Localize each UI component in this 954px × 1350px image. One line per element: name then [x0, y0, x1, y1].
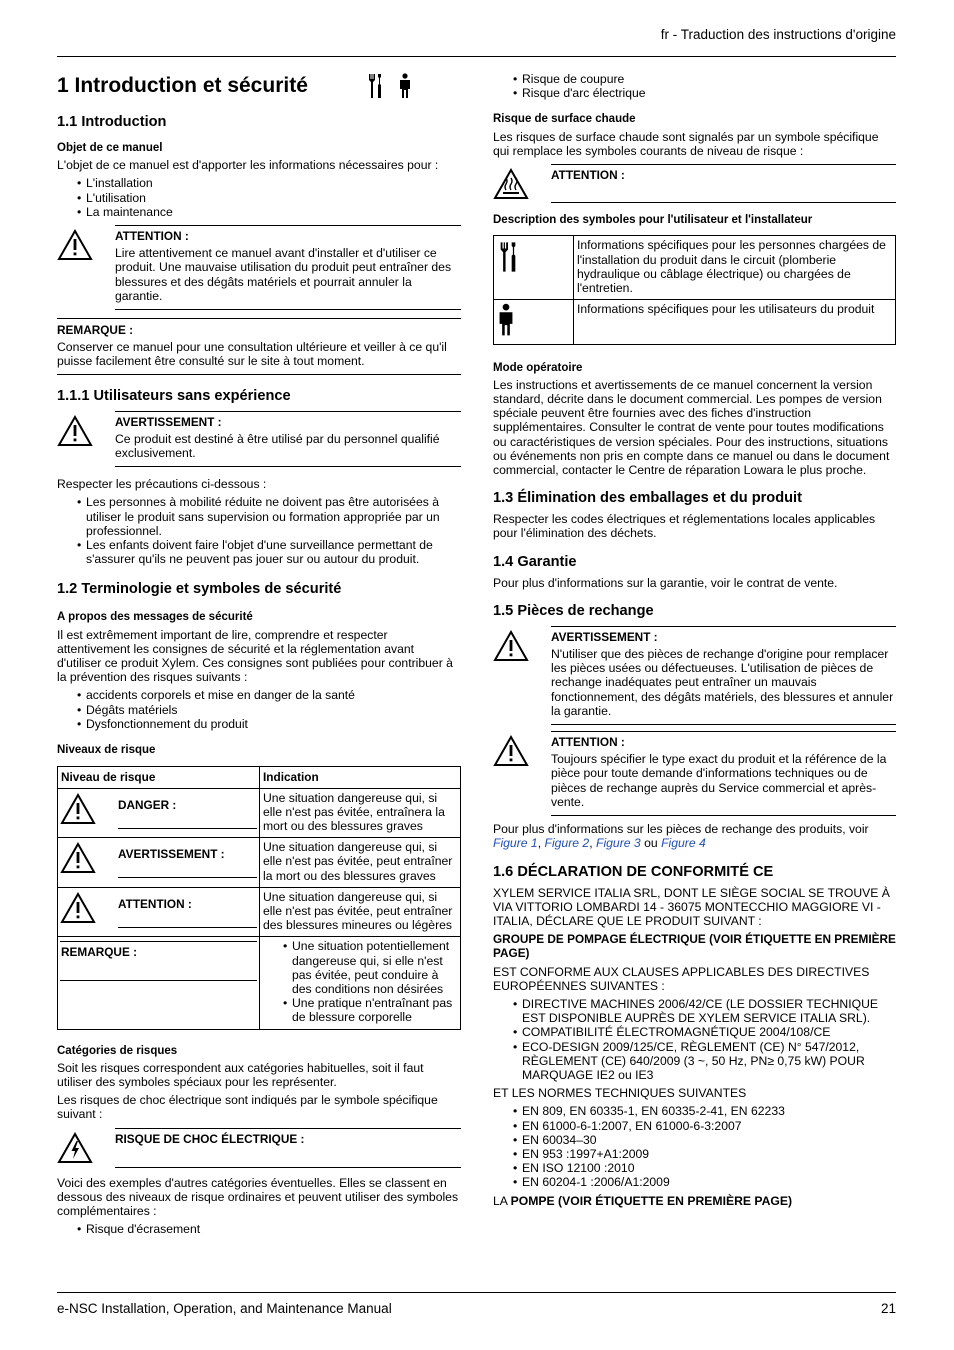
avertissement-text: Ce produit est destiné à être utilisé par du personnel qualifié exclusivement.: [115, 431, 440, 461]
risk-indication: Une situation dangereuse qui, si elle n'est pas évitée, peut entraîner des blessures mineures ou légères: [260, 887, 461, 937]
exemples-text: Voici des exemples d'autres catégories éventuelles. Elles se classent en dessous des niveaux de risque ordinaires et peuvent utiliser des symboles complémentaires :: [57, 1175, 459, 1218]
section-1-3-title: 1.3 Élimination des emballages et du produit: [493, 490, 802, 507]
section-1-6-title: 1.6 DÉCLARATION DE CONFORMITÉ CE: [493, 863, 774, 880]
list-item: • Dysfonctionnement du produit: [57, 717, 461, 731]
separator: ,: [589, 836, 593, 851]
objet-list: [57, 176, 461, 219]
hot-surface-icon: [493, 168, 529, 200]
risk-levels-table: [57, 766, 461, 1029]
table-row: [494, 236, 896, 300]
section-1-5-title: 1.5 Pièces de rechange: [493, 602, 654, 619]
chapter-icons: [366, 73, 412, 99]
table-header: Indication: [260, 767, 461, 788]
warning-triangle-icon: [60, 793, 96, 825]
attention-title: ATTENTION :: [115, 229, 189, 244]
list-item: • EN 61000-6-1:2007, EN 61000-6-3:2007: [493, 1119, 896, 1133]
categories-title: Catégories de risques: [57, 1044, 178, 1057]
user-icon: [497, 302, 515, 338]
section-1-4-text: Pour plus d'informations sur la garantie, voir le contrat de vente.: [493, 575, 838, 590]
remarque-title: REMARQUE :: [57, 323, 134, 338]
warning-triangle-icon: [60, 842, 96, 874]
symbol-description: Informations spécifiques pour les personnes chargées de l'installation du produit dans le circuit (plomberie hydraulique ou câblage électrique) ou chargées de l'entretien.: [574, 236, 896, 300]
tools-icon: [497, 240, 519, 274]
right-column: [493, 72, 896, 1212]
attention-title: ATTENTION :: [551, 168, 625, 183]
risk-label: REMARQUE :: [60, 941, 257, 981]
figure-2-link[interactable]: Figure 2: [544, 836, 590, 851]
symbols-table: [493, 235, 896, 344]
mode-text: Les instructions et avertissements de ce manuel concernent la version standard, décrite dans le document commercial. Les pompes de version spéciale peuvent être fournies avec des fiches d'instruction supplémentaires. Consulter le contrat de vente pour toutes modifications ou caractéristiques de version spéciales. Pour des instructions, situations ou événements non pris en compte dans ce manuel ou dans le document commercial, contacter le Centre de réparation Lowara le plus proche.: [493, 377, 890, 478]
list-item: • Les enfants doivent faire l'objet d'une surveillance permettant de s'assurer qu'ils ne peuvent pas jouer sur ou autour du produit.: [57, 538, 461, 566]
warning-triangle-icon: [493, 735, 529, 767]
declaration-text-5: [493, 1194, 896, 1208]
attention-notice: [493, 731, 896, 816]
symbols-desc-title: Description des symboles pour l'utilisateur et l'installateur: [493, 214, 813, 227]
section-1-2-title: 1.2 Terminologie et symboles de sécurité: [57, 581, 342, 598]
electric-shock-title: RISQUE DE CHOC ÉLECTRIQUE :: [115, 1131, 305, 1146]
list-item: • Les personnes à mobilité réduite ne doivent pas être autorisées à utiliser le produit sans supervision ou formation appropriée par un professionnel.: [57, 495, 461, 538]
list-item: • EN ISO 12100 :2010: [493, 1161, 896, 1175]
warning-triangle-icon: [57, 229, 93, 261]
attention-text: Lire attentivement ce manuel avant d'installer et d'utiliser ce produit. Une mauvaise utilisation du produit peut entraîner des blessures et des dégâts matériels et pourrait annuler la garantie.: [115, 246, 452, 303]
categories-text-2: Les risques de choc électrique sont indiqués par le symbole spécifique suivant :: [57, 1093, 438, 1122]
list-item: • Risque d'écrasement: [57, 1222, 461, 1236]
la-text: LA: [493, 1193, 508, 1208]
list-item: • DIRECTIVE MACHINES 2006/42/CE (LE DOSSIER TECHNIQUE EST DISPONIBLE AUPRÈS DE XYLEM SERVICE ITALIA SRL).: [493, 997, 896, 1025]
precautions-list: [57, 495, 461, 566]
section-1-4-title: 1.4 Garantie: [493, 553, 577, 570]
risk-label: DANGER :: [118, 793, 257, 829]
norms-list: [493, 1104, 896, 1189]
declaration-text-1: XYLEM SERVICE ITALIA SRL, DONT LE SIÈGE SOCIAL SE TROUVE À VIA VITTORIO LOMBARDI 14 - 36075 MONTECCHIO MAGGIORE VI - ITALIA, DÉCLARE QUE LE PRODUIT SUIVANT :: [493, 885, 890, 928]
pompe-text: POMPE (VOIR ÉTIQUETTE EN PREMIÈRE PAGE): [510, 1193, 793, 1208]
remarque-notice: [57, 318, 461, 375]
pieces-text: [493, 822, 896, 850]
figure-4-link[interactable]: Figure 4: [661, 836, 706, 851]
list-item: • Dégâts matériels: [57, 703, 461, 717]
list-item: • Risque d'arc électrique: [493, 86, 896, 100]
warning-triangle-icon: [57, 415, 93, 447]
section-1-1-title: 1.1 Introduction: [57, 114, 167, 130]
list-item: • L'utilisation: [57, 191, 461, 205]
apropos-list: [57, 688, 461, 731]
list-item: • Une pratique n'entraînant pas de blessure corporelle: [263, 996, 457, 1024]
apropos-title: A propos des messages de sécurité: [57, 611, 253, 624]
directives-list: [493, 997, 896, 1082]
declaration-text-3: EST CONFORME AUX CLAUSES APPLICABLES DES DIRECTIVES EUROPÉENNES SUIVANTES :: [493, 964, 870, 993]
risk-label: AVERTISSEMENT :: [118, 842, 257, 878]
declaration-text-4: ET LES NORMES TECHNIQUES SUIVANTES: [493, 1086, 747, 1101]
table-row: [494, 300, 896, 344]
continued-risk-list: [493, 72, 896, 100]
separator: ,: [537, 836, 542, 851]
table-row: [58, 887, 461, 937]
niveaux-title: Niveaux de risque: [57, 744, 156, 757]
electric-shock-notice: [57, 1128, 461, 1168]
avertissement-text: N'utiliser que des pièces de rechange d'origine pour remplacer les pièces usées ou défectueuses. L'utilisation de pièces de rechange inadéquates peut entraîner un mauvais fonctionnement, des dégâts matériels, des blessures et annuler la garantie.: [551, 647, 894, 718]
avertissement-title: AVERTISSEMENT :: [115, 414, 222, 429]
footer-rule: [57, 1292, 896, 1293]
list-item: • ECO-DESIGN 2009/125/CE, RÈGLEMENT (CE) N° 547/2012, RÈGLEMENT (CE) 640/2009 (3 ~, 50 Hz, PN≥ 0,75 kW) POUR MARQUAGE IE2 ou IE3: [493, 1040, 896, 1083]
objet-title: Objet de ce manuel: [57, 142, 163, 154]
list-item: • EN 60034–30: [493, 1133, 896, 1147]
risk-indication: Une situation dangereuse qui, si elle n'est pas évitée, peut entraîner la mort ou des blessures graves: [260, 838, 461, 888]
exemples-list: [57, 1222, 461, 1236]
page-header: fr - Traduction des instructions d'origine: [660, 27, 896, 42]
symbol-description: Informations spécifiques pour les utilisateurs du produit: [574, 300, 896, 344]
list-item: • Risque de coupure: [493, 72, 896, 86]
list-item: • COMPATIBILITÉ ÉLECTROMAGNÉTIQUE 2004/108/CE: [493, 1025, 896, 1039]
list-item: • accidents corporels et mise en danger de la santé: [57, 688, 461, 702]
declaration-text-2: GROUPE DE POMPAGE ÉLECTRIQUE (VOIR ÉTIQUETTE EN PREMIÈRE PAGE): [493, 932, 896, 961]
categories-text-1: Soit les risques correspondent aux catégories habituelles, soit il faut utiliser des symboles spéciaux pour les représenter.: [57, 1060, 424, 1089]
surface-text: Les risques de surface chaude sont signalés par un symbole spécifique qui remplace les symboles courants de niveau de risque :: [493, 129, 879, 158]
objet-text: L'objet de ce manuel est d'apporter les informations nécessaires pour :: [57, 158, 439, 173]
avertissement-notice: [493, 626, 896, 725]
list-item: • EN 953 :1997+A1:2009: [493, 1147, 896, 1161]
figure-1-link[interactable]: Figure 1: [493, 836, 538, 851]
left-column: [57, 70, 461, 1240]
remarque-text: Conserver ce manuel pour une consultation ultérieure et veiller à ce qu'il puisse facilement être consulté sur le site à tout moment.: [57, 340, 447, 369]
table-row: [58, 937, 461, 1029]
user-icon: [398, 73, 412, 99]
attention-text: Toujours spécifier le type exact du produit et la référence de la pièce pour toute demande d'informations techniques ou de pièces de rechange auprès du Service commercial et après-vente.: [551, 752, 887, 809]
separator: ou: [644, 836, 658, 851]
avertissement-notice: [57, 411, 461, 468]
table-row: [58, 788, 461, 838]
page-number: 21: [880, 1301, 896, 1316]
electric-shock-icon: [57, 1132, 93, 1164]
list-item: • Une situation potentiellement dangereuse qui, si elle n'est pas évitée, peut conduire à des conditions non désirées: [263, 939, 457, 996]
section-1-1-1-title: 1.1.1 Utilisateurs sans expérience: [57, 387, 291, 404]
table-row: [58, 838, 461, 888]
figure-3-link[interactable]: Figure 3: [596, 836, 641, 851]
risk-indication: Une situation dangereuse qui, si elle n'est pas évitée, entraînera la mort ou des blessures graves: [260, 788, 461, 838]
pieces-text-lead: Pour plus d'informations sur les pièces de rechange des produits, voir: [493, 822, 869, 837]
footer-manual-title: e-NSC Installation, Operation, and Maintenance Manual: [57, 1301, 392, 1316]
surface-title: Risque de surface chaude: [493, 113, 636, 126]
list-item: • La maintenance: [57, 205, 461, 219]
header-rule: [57, 56, 896, 57]
hot-surface-notice: [493, 164, 896, 203]
attention-title: ATTENTION :: [551, 735, 625, 750]
remarque-list: [263, 939, 457, 1024]
list-item: • EN 60204-1 :2006/A1:2009: [493, 1175, 896, 1189]
tools-icon: [366, 73, 384, 99]
table-header: Niveau de risque: [58, 767, 260, 788]
risk-label: ATTENTION :: [118, 892, 257, 928]
warning-triangle-icon: [60, 892, 96, 924]
avertissement-title: AVERTISSEMENT :: [551, 629, 658, 644]
apropos-text: Il est extrêmement important de lire, comprendre et respecter attentivement les consignes de sécurité et la réglementation avant d'utiliser ce produit Xylem. Ces consignes sont publiées pour contribuer à la prévention des risques suivants :: [57, 627, 453, 685]
list-item: • L'installation: [57, 176, 461, 190]
chapter-title: [57, 73, 461, 99]
section-1-3-text: Respecter les codes électriques et réglementations locales applicables pour l'élimination des déchets.: [493, 512, 876, 541]
mode-title: Mode opératoire: [493, 361, 583, 374]
precautions-text: Respecter les précautions ci-dessous :: [57, 477, 267, 492]
list-item: • EN 809, EN 60335-1, EN 60335-2-41, EN 62233: [493, 1104, 896, 1118]
warning-triangle-icon: [493, 630, 529, 662]
attention-notice: [57, 225, 461, 310]
chapter-title-text: 1 Introduction et sécurité: [57, 74, 308, 97]
